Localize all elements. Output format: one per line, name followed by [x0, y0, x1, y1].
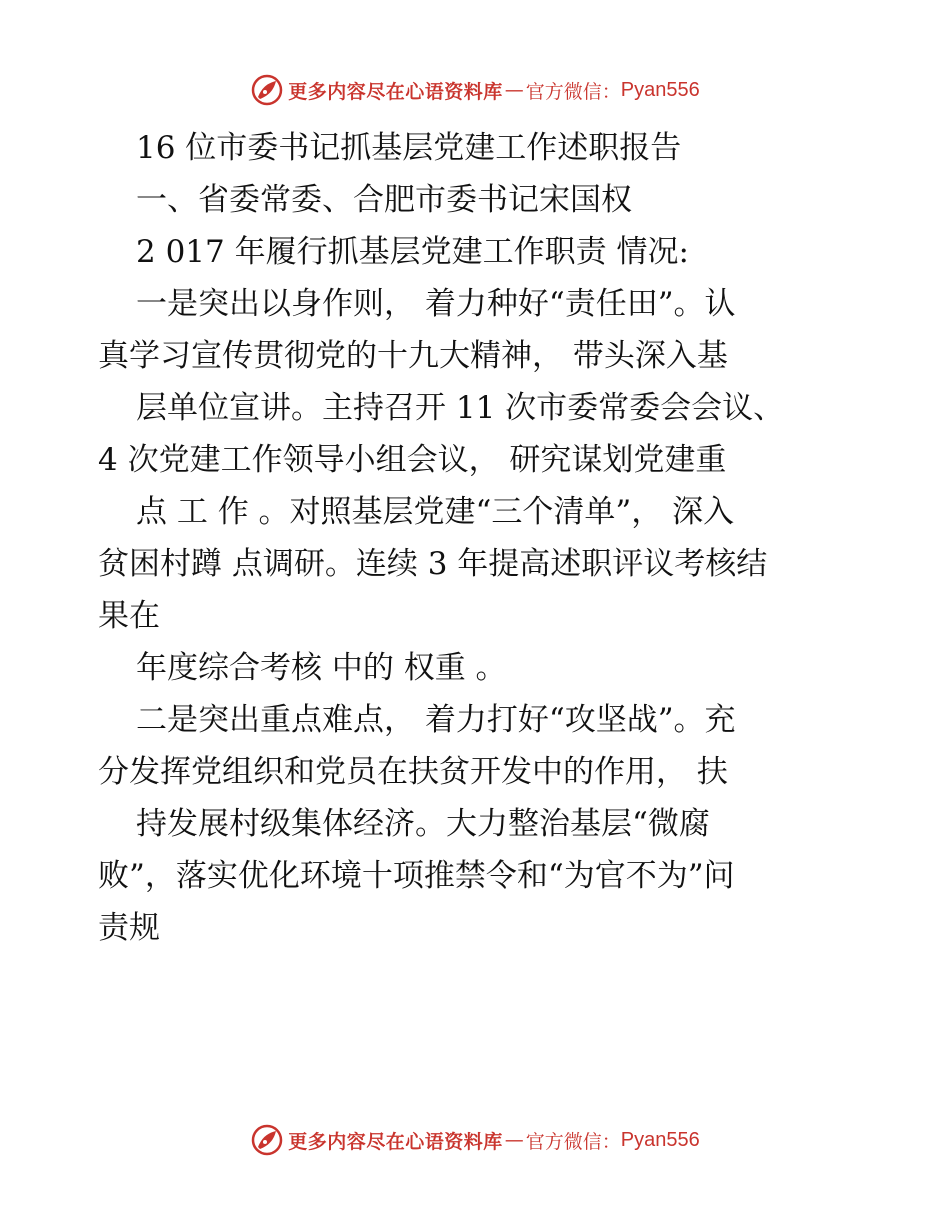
text-line: 贫困村蹲 点调研。连续 3 年提高述职评议考核结 [98, 546, 768, 582]
pen-nib-logo-icon [250, 73, 284, 107]
watermark-separator: — [504, 1129, 524, 1151]
pen-nib-logo-icon [250, 1123, 284, 1157]
text-line: 点 工 作 。对照基层党建“三个清单”， 深入 [136, 494, 735, 530]
watermark-wechat-id: Pyan556 [620, 1128, 700, 1151]
text-line: 2 017 年履行抓基层党建工作职责 情况: [136, 234, 689, 270]
text-line: 持发展村级集体经济。大力整治基层“微腐 [136, 806, 710, 842]
text-line: 二是突出重点难点， 着力打好“攻坚战”。充 [136, 702, 736, 738]
document-body [98, 122, 858, 954]
watermark-wechat-label: 官方微信： [525, 80, 621, 103]
text-line: 分发挥党组织和党员在扶贫开发中的作用， 扶 [98, 754, 728, 790]
text-line: 年度综合考核 中的 权重 。 [136, 650, 507, 686]
watermark-header [0, 70, 950, 110]
watermark-main-text: 更多内容尽在心语资料库 [288, 80, 503, 103]
text-line: 责规 [98, 910, 160, 946]
text-line: 一是突出以身作则， 着力种好“责任田”。认 [136, 286, 736, 322]
watermark-wechat-id: Pyan556 [620, 78, 700, 101]
text-line: 层单位宣讲。主持召开 11 次市委常委会会议、 [136, 390, 785, 426]
watermark-footer [0, 1120, 950, 1160]
text-line: 败”，落实优化环境十项推禁令和“为官不为”问 [98, 858, 735, 894]
text-line: 4 次党建工作领导小组会议， 研究谋划党建重 [98, 442, 727, 478]
text-line: 真学习宣传贯彻党的十九大精神， 带头深入基 [98, 338, 728, 374]
section-heading: 一、省委常委、合肥市委书记宋国权 [136, 182, 632, 218]
document-title: 16 位市委书记抓基层党建工作述职报告 [136, 130, 682, 166]
text-line: 果在 [98, 598, 160, 634]
watermark-main-text: 更多内容尽在心语资料库 [288, 1130, 503, 1153]
watermark-separator: — [504, 79, 524, 101]
watermark-wechat-label: 官方微信： [525, 1130, 621, 1153]
